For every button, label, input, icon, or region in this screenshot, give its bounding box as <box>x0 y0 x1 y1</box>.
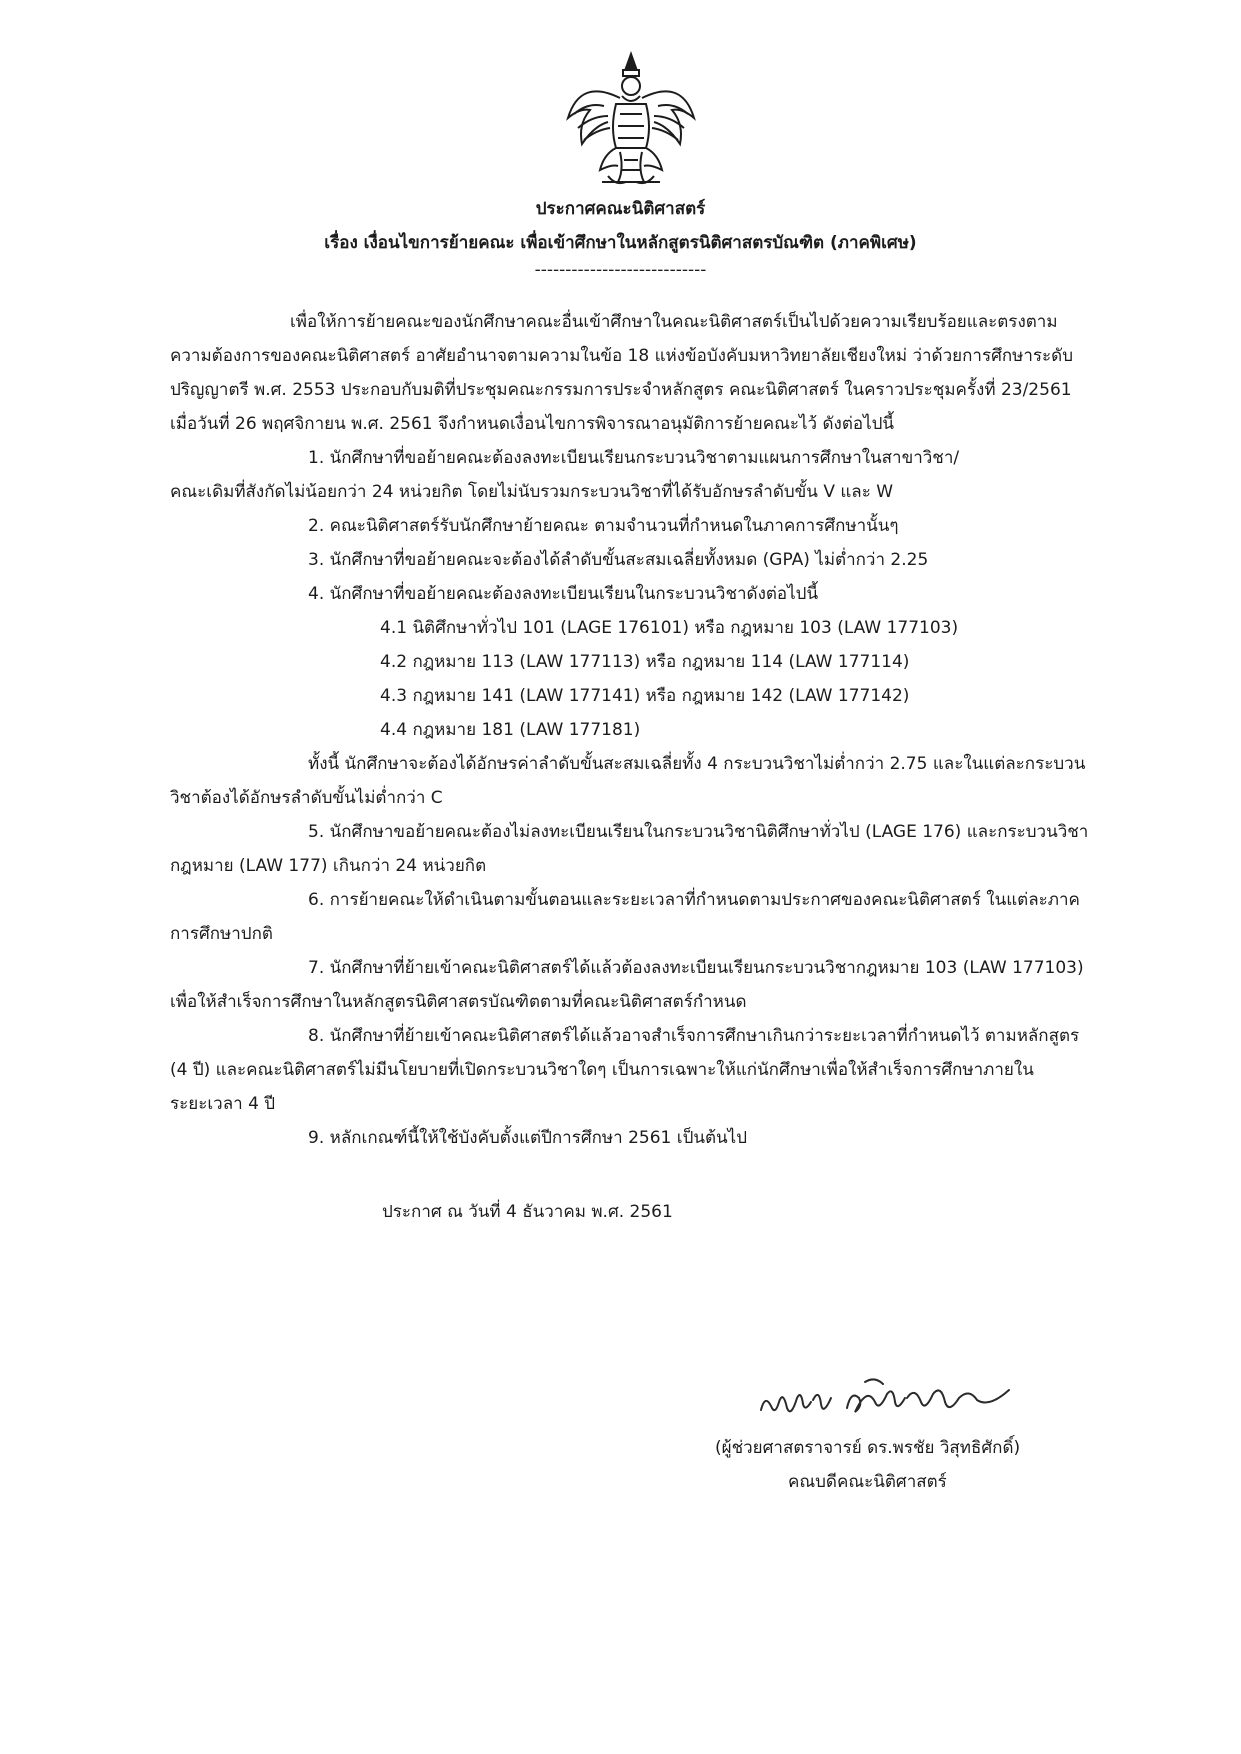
item-2: 2. คณะนิติศาสตร์รับนักศึกษาย้ายคณะ ตามจำนวนที่กำหนดในภาคการศึกษานั้นๆ <box>308 516 899 536</box>
signature-icon <box>755 1368 1015 1432</box>
item-1: 1. นักศึกษาที่ขอย้ายคณะต้องลงทะเบียนเรียนกระบวนวิชาตามแผนการศึกษาในสาขาวิชา/ <box>308 448 960 468</box>
item-8-cont: ระยะเวลา 4 ปี <box>170 1094 276 1114</box>
item-6-cont: การศึกษาปกติ <box>170 924 273 944</box>
intro-line: เพื่อให้การย้ายคณะของนักศึกษาคณะอื่นเข้าศึกษาในคณะนิติศาสตร์เป็นไปด้วยความเรียบร้อยและตรงตาม <box>290 312 1058 332</box>
intro-line: ความต้องการของคณะนิติศาสตร์ อาศัยอำนาจตามความในข้อ 18 แห่งข้อบังคับมหาวิทยาลัยเชียงใหม่ ว่าด้วยการศึกษาระดับ <box>170 346 1074 366</box>
intro-line: ปริญญาตรี พ.ศ. 2553 ประกอบกับมติที่ประชุมคณะกรรมการประจำหลักสูตร คณะนิติศาสตร์ ในคราวประชุมครั้งที่ 23/2561 <box>170 380 1072 400</box>
item-5: 5. นักศึกษาขอย้ายคณะต้องไม่ลงทะเบียนเรียนในกระบวนวิชานิติศึกษาทั่วไป (LAGE 176) และกระบวนวิชา <box>308 822 1089 842</box>
signer-name: (ผู้ช่วยศาสตราจารย์ ดร.พรชัย วิสุทธิศักดิ์) <box>715 1438 1021 1458</box>
item-8: 8. นักศึกษาที่ย้ายเข้าคณะนิติศาสตร์ได้แล้วอาจสำเร็จการศึกษาเกินกว่าระยะเวลาที่กำหนดไว้ ตามหลักสูตร <box>308 1026 1080 1046</box>
item-7: 7. นักศึกษาที่ย้ายเข้าคณะนิติศาสตร์ได้แล้วต้องลงทะเบียนเรียนกระบวนวิชากฎหมาย 103 (LAW 177103) <box>308 958 1084 978</box>
item-4-4: 4.4 กฎหมาย 181 (LAW 177181) <box>380 720 641 740</box>
item-4-note: ทั้งนี้ นักศึกษาจะต้องได้อักษรค่าลำดับขั้นสะสมเฉลี่ยทั้ง 4 กระบวนวิชาไม่ต่ำกว่า 2.75 และในแต่ละกระบวน <box>308 754 1086 774</box>
item-4-1: 4.1 นิติศึกษาทั่วไป 101 (LAGE 176101) หรือ กฎหมาย 103 (LAW 177103) <box>380 618 959 638</box>
item-3: 3. นักศึกษาที่ขอย้ายคณะจะต้องได้ลำดับขั้นสะสมเฉลี่ยทั้งหมด (GPA) ไม่ต่ำกว่า 2.25 <box>308 550 929 570</box>
announcement-date: ประกาศ ณ วันที่ 4 ธันวาคม พ.ศ. 2561 <box>382 1202 673 1222</box>
item-4-note-cont: วิชาต้องได้อักษรลำดับขั้นไม่ต่ำกว่า C <box>170 788 443 808</box>
intro-line: เมื่อวันที่ 26 พฤศจิกายน พ.ศ. 2561 จึงกำหนดเงื่อนไขการพิจารณาอนุมัติการย้ายคณะไว้ ดังต่อไปนี้ <box>170 414 895 434</box>
announcement-subject: เรื่อง เงื่อนไขการย้ายคณะ เพื่อเข้าศึกษาในหลักสูตรนิติศาสตรบัณฑิต (ภาคพิเศษ) <box>324 233 917 253</box>
item-8-cont: (4 ปี) และคณะนิติศาสตร์ไม่มีนโยบายที่เปิดกระบวนวิชาใดๆ เป็นการเฉพาะให้แก่นักศึกษาเพื่อให้สำเร็จการศึกษาภายใน <box>170 1060 1034 1080</box>
announcement-title: ประกาศคณะนิติศาสตร์ <box>535 199 706 219</box>
title-divider: ---------------------------- <box>534 260 707 280</box>
garuda-emblem-icon <box>560 48 702 192</box>
item-4: 4. นักศึกษาที่ขอย้ายคณะต้องลงทะเบียนเรียนในกระบวนวิชาดังต่อไปนี้ <box>308 584 819 604</box>
item-4-3: 4.3 กฎหมาย 141 (LAW 177141) หรือ กฎหมาย 142 (LAW 177142) <box>380 686 910 706</box>
signer-position: คณบดีคณะนิติศาสตร์ <box>788 1472 947 1492</box>
item-9: 9. หลักเกณฑ์นี้ให้ใช้บังคับตั้งแต่ปีการศึกษา 2561 เป็นต้นไป <box>308 1128 747 1148</box>
item-4-2: 4.2 กฎหมาย 113 (LAW 177113) หรือ กฎหมาย 114 (LAW 177114) <box>380 652 910 672</box>
item-6: 6. การย้ายคณะให้ดำเนินตามขั้นตอนและระยะเวลาที่กำหนดตามประกาศของคณะนิติศาสตร์ ในแต่ละภาค <box>308 890 1080 910</box>
item-7-cont: เพื่อให้สำเร็จการศึกษาในหลักสูตรนิติศาสตรบัณฑิตตามที่คณะนิติศาสตร์กำหนด <box>170 992 747 1012</box>
item-1-cont: คณะเดิมที่สังกัดไม่น้อยกว่า 24 หน่วยกิต โดยไม่นับรวมกระบวนวิชาที่ได้รับอักษรลำดับขั้น V และ W <box>170 482 894 502</box>
item-5-cont: กฎหมาย (LAW 177) เกินกว่า 24 หน่วยกิต <box>170 856 487 876</box>
